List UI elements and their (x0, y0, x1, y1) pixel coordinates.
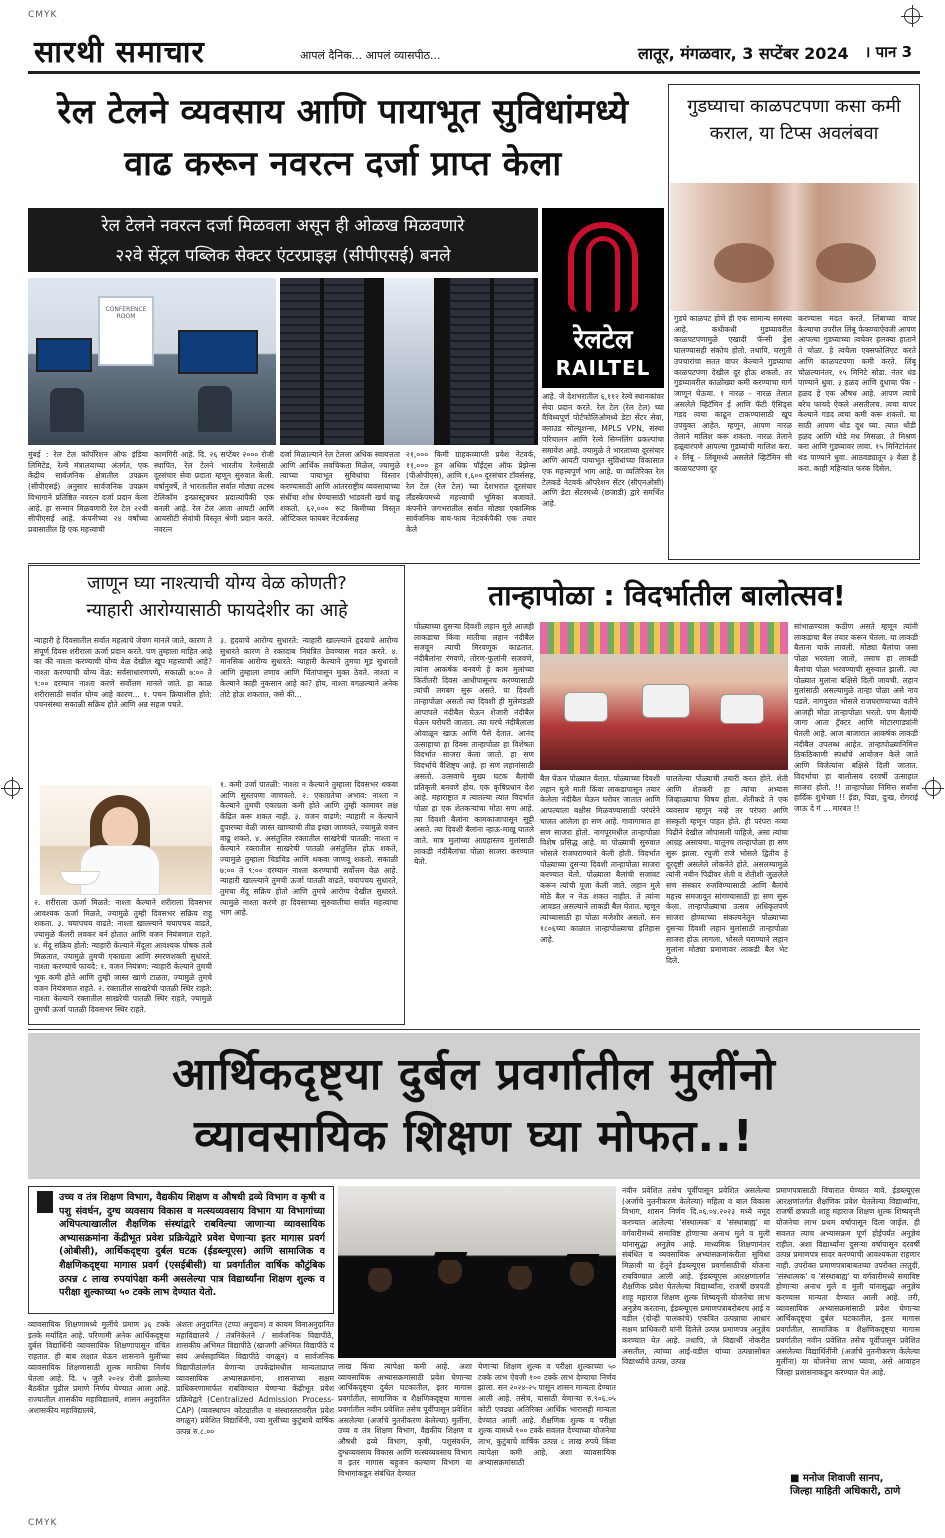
cmyk-mark-bottom: CMYK (28, 1518, 58, 1528)
railtel-subhead-line2: २२वे सेंट्रल पब्लिक सेक्टर एंटरप्राइझ (सीपीएसई) बनले (115, 246, 451, 266)
tanhapola-col-3: घालतेल्या पोळ्याची तयारी करत होते. शेती आणि शेतकरी हा त्यांचा अभ्यास जिव्हाळ्याचा विषय होता. शेतीकडे ते एक व्यवसाय म्हणून नव्हे तर परंपरा आणि संस्कृती म्हणून पाहत होते. ही परंपरा नव्या पिढीने देखील जोपासली पाहिजे, असा त्यांचा आग्रह असायचा. यातूनच तान्हापोळा हा सण सुरू झाला. रघुजी राजे भोसले द्वितीय हे दूरदृष्टी असलेले लोकनेते होते. असलम्यामुळे त्यांनी नवीन पिढीवर शेती व शेतीशी जुळलेले सण संस्कार रुजविण्यासाठी आणि बैलांचे महत्त्व समजावून सांगण्यासाठी हा सण सुरू केला. तान्हापोळ्याचा उत्सव अधिकृतपणे साजरा होण्याच्या संकल्पनेतून पोळ्याच्या दुसऱ्या दिवशी लहान मुलांसाठी तान्हापोळा साजरा होऊ लागला. भोसले घराण्याने लहान मुलांना मोठ्या प्रमाणावर लाकडी बैल भेट दिले. (666, 774, 788, 965)
education-byline (790, 1472, 920, 1498)
graduation-cap-3-icon (503, 1258, 538, 1266)
byline-title: जिल्हा माहिती अधिकारी, ठाणे (790, 1486, 901, 1497)
breakfast-col-1a: न्याहारी हे दिवसातील सर्वात महत्वाचे जेवण मानले जाते, कारण ते संपूर्ण दिवस शरीराला ऊर्जा प्रदान करते. पण तुम्हाला माहित आहे का की नाश्ता करण्याची योग्य वेळ देखील खूप महत्त्वाची आहे? नाश्ता करण्याची योग्य वेळ: सर्वसाधारणपणे, सकाळी ७:०० ते ९:०० दरम्यान नाश्ता करणे सर्वोत्तम मानले जाते. हा काळ शरीरासाठी सर्वात योग्य आहे कारण... १. पचन क्रियाशील होते: पचनसंस्था सकाळी सक्रिय होते आणि अन्न सहज पचते. (34, 636, 212, 710)
graduation-cap-1-icon (363, 1260, 398, 1268)
railtel-logo-inner-icon (586, 236, 620, 312)
toy-bull-2 (642, 684, 690, 718)
breakfast-headline (34, 570, 400, 624)
server-rack-right-2 (494, 278, 534, 445)
server-rack-left-2 (324, 278, 364, 445)
knee-col-2: करण्यास मदत करते. लिंबाच्या वापर केल्याचा उपरील लिंबू फेकण्याऐवजी आपण आपल्या गुडघ्याच्या त्वचेवर हलक्या हाताने ते चोळा. हे त्वचेला एक्सफोलिएट करते आणि काळपटपणा कमी करते. लिंबू चोळल्यानंतर, १५ मिनिटे सोडा. नंतर थंड पाण्याने धुवा. ३ हळद आणि दुधाचा पॅक - हळद हे एक औषध आहे. आपण त्याचे बरेच फायदे ऐकले असतीलच. त्वचा वापर केल्याने गडद त्वचा कमी करू शकतो. या साठी आपण थोड दूध घ्या. त्यात थोडी हळद आणि थोडे मध मिसळा. ते मिश्रण करा आणि गुडघ्यावर लावा. १५ मिनिटांनंतर थंड पाण्याने धुवा. आठवड्यातून ३ वेळा हे करा. काही महिन्यांत फरक दिसेल. (798, 314, 916, 473)
breakfast-col-2b: १. कमी उर्जा पातळी: नाश्ता न केल्याने तुम्हाला दिवसभर थकवा आणि सुस्तपणा जाणवतो. २. एकाग्रतेचा अभाव: नाश्ता न केल्याने तुमची एकाग्रता कमी होते आणि तुम्ही कामावर लक्ष केंद्रित करू शकत नाही. ३. वजन वाढणे: न्याहारी न केल्याने दुपारच्या वेळी जास्त खाण्याची तीव्र इच्छा जाणवते, ज्यामुळे वजन वाढू शकते. ४. असंतुलित रक्तातील साखरेची पातळी: नाश्ता न केल्याने रक्तातील साखरेची पातळी असंतुलित होऊ शकते, ज्यामुळे तुम्हाला चिडचिड आणि थकवा जाणवू शकतो. सकाळी ७:०० ते ९:०० दरम्यान नाश्ता करण्याची सर्वोत्तम वेळ आहे. न्याहारी खाल्ल्याने तुमची ऊर्जा पातळी वाढते, चयापचय सुधारते, तुमचा मेंदू सक्रिय होतो आणि तुमचे आरोग्य देखील सुधारते. त्यामुळे नाश्ता करणे हा दिवसाच्या सुरुवातीचा सर्वात महत्त्वाचा भाग आहे. (220, 780, 398, 918)
newspaper-title: सारथी समाचार (34, 35, 205, 70)
railtel-headline (28, 86, 658, 190)
breakfast-col-2a: ३. हृदयाचे आरोग्य सुधारते: न्याहारी खाल्ल्याने हृदयाचे आरोग्य सुधारते कारण ते रक्तदाब नियंत्रित ठेवण्यास मदत करते. ४. मानसिक आरोग्य सुधारते: न्याहारी केल्याने तुमचा मूड सुधारतो आणि तुम्हाला तणाव आणि चिंतांपासून मुक्त ठेवते. नाश्ता न केल्याने काही नुकसान आहे का? होय, नाश्ता वगळल्याने अनेक तोटे होऊ शकतात, जसे की... (220, 636, 398, 699)
education-intro-box (28, 1186, 334, 1314)
intro-marker-icon (37, 1191, 53, 1213)
railtel-col-3: दर्जा मिळाल्याने रेल टेलला अधिक स्वायत्तता आणि आर्थिक लवचिकता मिळेल, ज्यामुळे त्याच्या पायाभूत सुविधांचा विस्तार करण्यासाठी आणि आंतरराष्ट्रीय व्यवसायाच्या संधींचा शोध घेण्यासाठी भांडवली खर्च वाढू शकतो. ६२,००० रूट किमीच्या विस्तृत ऑप्टिकल फायबर नेटवर्कसह (280, 450, 400, 524)
toy-bull-3 (720, 694, 764, 724)
flower-garland-decoration (540, 622, 788, 654)
registration-mark-right-icon (925, 780, 941, 796)
knee-photo (670, 183, 918, 311)
server-aisle (384, 278, 434, 445)
registration-mark-top-icon (904, 8, 920, 24)
woman-face (102, 807, 138, 849)
conference-room-door (98, 296, 154, 366)
railtel-logo (542, 208, 664, 388)
cmyk-mark-top: CMYK (28, 10, 58, 20)
education-col-6: प्रमाणपत्रासाठी विचारात घेण्यात यावे. ईडब्ल्यूएस आरक्षणांतर्गत शैक्षणिक प्रवेश घेतलेल्या विद्यार्थ्यांना, राजर्षी छत्रपती शाहू महाराज शिक्षण शुल्क शिष्यवृत्ती योजनेचा लाभ प्रथम वर्षापासून दिला जाईल. ही सवलत त्याच अभ्यासक्रम पूर्ण होईपर्यंत अनुज्ञेय राहील. अशा विद्यार्थ्यांना दुसऱ्या वर्षापासून दरवर्षी उत्पन्न प्रमाणपत्र सादर करण्याची आवश्यकता राहणार नाही. उपरोक्त प्रमाणपत्राबाबतच्या उपरोक्त तरतुदी, 'संस्थात्मक' व 'संस्थाबाह्य' या वर्गवारीमध्ये समाविष्ट होणाऱ्या अनाथ मुले व मुली यांनासुद्धा अनुज्ञेय करण्यास मान्यता देण्यात आली आहे. तरी, व्यावसायिक अभ्यासक्रमांसाठी प्रवेश घेणाऱ्या आर्थिकदृष्ट्या दुर्बल घटकातील, इतर मागास प्रवर्गातील, सामाजिक व शैक्षणिकदृष्ट्या मागास प्रवर्गातील नवीन प्रवेशित तसेच पूर्वीपासून प्रवेशित असलेल्या विद्यार्थिनींनी (अर्जाचे नुतनीकरण केलेल्या मुलींना) या योजनेचा लाभ घ्यावा, असे आवाहन जिल्हा प्रशासनाकडून करण्यात येत आहे. (776, 1186, 920, 1377)
knee-headline: गुडघ्याचा काळपटपणा कसा कमी कराल, या टिप्स अवलंबवा (687, 96, 901, 144)
railtel-col-1: मुंबई : रेल टेल कॉर्पोरेशन ऑफ इंडिया लिमिटेड, रेल्वे मंत्रालयाच्या अंतर्गत, एक केंद्रीय सार्वजनिक क्षेत्रातील उपक्रम (सीपीएसई) अनुसार सार्वजनिक उपक्रम विभागाने प्रतिष्ठित नवरत्न दर्जा प्रदान केला आहे. हा सन्मान मिळवणारी रेल टेल २२वी सीपीएसई आहे. कंपनीच्या २४ वर्षांच्या प्रवासातील हि एक महत्त्वाची (28, 450, 148, 534)
graduate-4 (570, 1260, 594, 1286)
education-headline (28, 1044, 920, 1168)
railtel-logo-latin: RAILTEL (555, 356, 651, 380)
railtel-subhead-line1: रेल टेलने नवरत्न दर्जा मिळवला असून ही ओळख मिळवणारे (101, 216, 465, 236)
toy-bull-1 (564, 692, 608, 722)
graduation-cap-2-icon (433, 1252, 468, 1260)
data-center-photo (280, 278, 538, 445)
monitor-1 (36, 338, 92, 372)
education-col-5: नवीन प्रवेशित तसेच पूर्वीपासून प्रवेशित असलेल्या (अर्जाचे नुतनीकरण केलेल्या) महिला व बाल विकास विभाग, शासन निर्णय दि.०६.०४.२०२३ मध्ये नमूद करण्यात आलेल्या 'संस्थात्मक' व 'संस्थाबाह्य' या वर्गवारीमध्ये समाविष्ट होणाऱ्या अनाथ मुले व मुली यांनासुद्धा अनुज्ञेय आहे. माध्यमिक शिक्षणानंतर संबंधित व व्यवसायिक अभ्यासक्रमांकरीता सुविधा मिळावी या हेतूने ईडब्ल्यूएस प्रवर्गासाठीची योजना राबविण्यात आली आहे. ईडब्ल्यूएस आरक्षणांतर्गत शैक्षणिक प्रवेश घेतलेल्या विद्यार्थ्यांना, राजर्षी छत्रपती शाहू महाराज शिक्षण शुल्क शिष्यवृत्ती योजनेचा लाभ अनुज्ञेय करताना, ईडब्ल्यूएस प्रमाणपत्राबरोबरच आई व वडील (दोन्ही पालकांचे) एकत्रित उत्पन्नाचा आधार सक्षम प्राधिकारी यांनी दिलेले उत्पन्न प्रमाणपत्र अनुज्ञेय करण्यात येत आहे. तथापि, जे विद्यार्थी नोकरीत असतील, त्यांच्या आई-वडील यांच्या उत्पन्नासोबत विद्यार्थ्याचे उत्पन्न, उत्पन्न (622, 1186, 770, 1367)
breakfast-headline-line2: न्याहारी आरोग्यासाठी फायदेशीर का आहे (86, 600, 348, 621)
woman-eating-breakfast-photo (40, 785, 212, 895)
railtel-col-2: कामगिरी आहे. दि. २६ सप्टेंबर २००० रोजी स्थापित, रेल टेलने भारतीय रेल्वेसाठी दूरसंचार सेवा प्रदाता म्हणून सुरुवात केली. वर्षानुवर्षे, ते भारतातील सर्वात मोठ्या तटस्थ टेलिकॉम इन्फ्रास्ट्रक्चर प्रदात्यांपैकी एक बनली आहे. रेल टेल आता आयटी आणि आयसीटी सेवांची विस्तृत श्रेणी प्रदान करते. नवरत्न (154, 450, 274, 534)
knee-dark-patch-right (816, 243, 876, 283)
tanhapola-col-1: पोळ्याच्या दुसऱ्या दिवशी लहान मुले आजही लाकडाचा किंवा मातीचा लहान नंदीबैल सजवून त्याची मिरवणूक काढतात. नंदीबैलांना रंगवणे, तोरण-फुलांनी सजवणे, त्यांना आकर्षक बनवणे हे काम मुलांच्या कितीतरी दिवस आधीपासूनच करण्यासाठी त्यांची लगबग सुरू असते. या दिवशी तान्हापोळा असतो त्या दिवशी ही मुलेमंडळी आपापले नंदीबैल घेऊन शेजारी नंदीबैल घेऊन घरोघरी जातात. त्या घरचे नंदीबैलाला ओवाळून खाऊ आणि पैसे देतात. आनंद उत्साहाचा हा दिवस तान्हापोळा हा विशेषतः विदर्भात साजरा केला जातो. हा सण विदर्भाचे वैशिष्ट्य आहे. हा सण लहानांसाठी असतो. उत्सवाचे मुख्य घटक बैलांची प्रतिकृती बनवणे होय. एक कृषिप्रधान देश आहे. महाराष्ट्रात व त्यातल्या त्यात विदर्भात पोळा हा एक शेतकऱ्यांचा मोठा सण आहे. त्या दिवशी बैलांना कामकाजापासून सुट्टी असते. त्या दिवशी बैलांना न्हाऊ-माखू घातले जाते. मात्र मुलांच्या आग्रहास्तव मुलांसाठी लाकडी नंदीबैलांचा पोळा साजरा करण्यात येतो. (414, 622, 534, 867)
knee-col-1: गुडघे काळपट होणे ही एक सामान्य समस्या आहे. कधीकधी गुडघ्यावरील काळपटपणामुळे एखादी फॅन्सी ड्रेस घालण्यासही संकोच होतो. तथापि, घरगुती उपचारांचा सतत वापर केल्याने गुडघ्याचा काळपटपणा देखील दूर होऊ शकतो. तर गुडघ्यावरील काळोख्या कमी करण्याचा मार्ग जाणून घेऊया. १ नारळ - नारळ तेलात असलेले व्हिटॅमिन ई आणि फॅटी ऍसिड्स गडद त्वचा काढून टाकण्यासाठी खूप उपयुक्त आहेत. म्हणून, आपण नारळ तेलाने मालिश करू शकता. नारळ तेलाने हळूवारपणे आपल्या गुडघ्यांची मालिश करा. २ लिंबू - लिंबूमध्ये असलेले व्हिटॅमिन सी काळपटपणा दूर (674, 314, 792, 473)
railtel-logo-devanagari: रेलटेल (573, 325, 633, 355)
page-number: । पान 3 (864, 43, 912, 61)
graduation-cap-4-icon (565, 1254, 600, 1262)
server-rack-left-1 (280, 278, 320, 445)
newspaper-tagline: आपलं दैनिक... आपलं व्यासपीठ... (300, 49, 441, 62)
masthead (28, 28, 920, 74)
education-headline-line2: व्यावसायिक शिक्षण घ्या मोफत..! (194, 1111, 754, 1162)
education-intro-text: उच्च व तंत्र शिक्षण विभाग, वैद्यकीय शिक्षण व औषधी द्रव्ये विभाग व कृषी व पशु संवर्धन, दुग्ध व्यवसाय विकास व मत्स्यव्यवसाय विभाग या विभागांच्या अधिपत्याखालील शैक्षणिक संस्थांद्वारे राबविल्या जाणाऱ्या व्यावसायिक अभ्यासक्रमांना केंद्रीभूत प्रवेश प्रक्रियेद्वारे प्रवेश घेणाऱ्या इतर मागास प्रवर्ग (ओबीसी), आर्थिकदृष्ट्या दुर्बल घटक (ईडब्ल्यूएस) आणि सामाजिक व शैक्षणिकदृष्ट्या मागास प्रवर्ग (एसईबीसी) या प्रवर्गातील वार्षिक कौटुंबिक उत्पन्न ८ लाख रुपयांपेक्षा कमी असलेल्या पात्र विद्यार्थ्यांना शिक्षण शुल्क व परीक्षा शुल्काच्या ५० टक्के लाभ देण्यात येतो. (59, 1192, 325, 1299)
education-col-4: येणाऱ्या शिक्षण शुल्क व परीक्षा शुल्काच्या ५० टक्के लाभ ऐवजी १०० टक्के लाभ देण्याचा निर्णय झाला. सन २०२४-२५ पासून शासन मान्यता देण्यात आली आहे. तसेच, यासाठी येणाऱ्या रु.९०६.०५ कोटी एवढ्या अतिरिक्त आर्थिक भारासही मान्यता देण्यात आली आहे. शैक्षणिक शुल्क व परीक्षा शुल्क यामध्ये १०० टक्के सवलत देण्याच्या योजनेचा लाभ, कुटुंबाचे वार्षिक उत्पन्न ८ लाख रुपये किंवा त्यापेक्षा कमी आहे, अशा व्यावसायिक अभ्यासक्रमांसाठी (478, 1362, 616, 1468)
section-divider-1 (28, 563, 920, 564)
breakfast-col-1b: २. शरीराला ऊर्जा मिळते: नाश्ता केल्याने शरीराला दिवसभर आवश्यक ऊर्जा मिळते, ज्यामुळे तुम्ही दिवसभर सक्रिय राहू शकता. ३. चयापचय वाढते: नाश्ता खाल्ल्याने चयापचय वाढते, ज्यामुळे कॅलरी लवकर बर्न होतात आणि वजन नियंत्रणात राहते. ४. मेंदू सक्रिय होतो: न्याहारी केल्याने मेंदूला आवश्यक पोषक तत्वे मिळतात, ज्यामुळे तुमची एकाग्रता आणि स्मरणशक्ती सुधारते. नाश्ता करण्याचे फायदे: १. वजन नियंत्रण: न्याहारी केल्याने तुमची भूक कमी होते आणि तुम्ही जास्त खाणे टाळता, ज्यामुळे तुमचे वजन नियंत्रणात राहते. २. रक्तातील साखरेची पातळी स्थिर राहते: नाश्ता केल्याने रक्तातील साखरेची पातळी स्थिर राहते, ज्यामुळे तुमची ऊर्जा पातळी दिवसभर स्थिर राहते. (34, 898, 212, 1015)
railtel-col-5: आहे. जे देशभरातील ६,११२ रेल्वे स्थानकांवर सेवा प्रदान करते. रेल टेल (रेल टेल) च्या वैविध्यपूर्ण पोर्टफोलिओमध्ये डेटा सेंटर सेवा, क्लाउड सोल्यूशन्स, MPLS VPN, संस्था परिचालन आणि रेल्वे सिग्नलिंग प्रकल्पांचा समावेश आहे. ज्यामुळे ते भारताच्या दूरसंचार आणि आयटी पायाभूत सुविधांच्या विकासात एक महत्त्वपूर्ण भाग आहे. या व्यतिरिक्त रेल टेलकडे नेटवर्क ऑपरेशन सेंटर (सीएनओसी) आणि डेटा सेंटरमध्ये (छजाडी) द्वारे समर्थित आहे. (542, 392, 664, 509)
graduate-1 (368, 1266, 392, 1292)
knee-dark-patch-left (714, 243, 774, 283)
section-divider-2 (28, 1029, 920, 1030)
graduate-3 (508, 1264, 532, 1290)
byline-name: ■ मनोज शिवाजी सानप, (790, 1473, 884, 1484)
education-col-3: लाख किंवा त्यापेक्षा कमी आहे. अशा व्यावसायिक अभ्यासक्रमांसाठी प्रवेश घेणाऱ्या आर्थिकदृष्ट्या दुर्बल घटकातील, इतर मागास प्रवर्गातील, सामाजिक व शैक्षणिकदृष्ट्या मागास प्रवर्गातील नवीन प्रवेशित तसेच पूर्वीपासून प्रवेशित असलेल्या (अर्जाचे नुतनीकरण केलेल्या) मुलींना, उच्च व तंत्र शिक्षण विभाग, वैद्यकीय शिक्षण व औषधी द्रव्ये विभाग, कृषी, पशुसंवर्धन, दुग्धव्यवसाय विकास आणि मत्स्यव्यवसाय विभाग व इतर मागास बहुजन कल्याण विभाग या विभागांकडून संबंधित देण्यात (338, 1362, 472, 1479)
operator-1 (50, 388, 84, 432)
tanhapola-col-2: बैल घेऊन पोळ्यात येतात. पोळ्याच्या दिवशी लहान मुले माती किंवा लाकडापासून तयार केलेला नंदीबैल घेऊन घरोघर जातात आणि आपल्याला बक्षीस मिळवण्यासाठी परंपरेने चालत आलेला हा सण आहे. गावागावात हा सण साजरा होतो. नागपूरमधील तान्हापोळा विशेष प्रसिद्ध आहे. या पोळ्याची सुरुवात भोसले राजघराण्याने केली होती. विदर्भात पोळ्याच्या दुसऱ्या दिवशी तान्हापोळा साजरा करण्यात येतो. पोळ्याला बैलांची सजावट करून त्यांची पूजा केली जाते. लहान मुले मोठे बैल न नेऊ शकत नाहीत. ते त्यांना आवडत असल्याने लाकडी बैल घेतात. म्हणून त्यांच्यासाठी हा पोळा मजेशीर असतो. सन १८०६च्या काळात तान्हापोळ्याचा इतिहास आहे. (540, 774, 660, 944)
tanhapola-bulls-photo (540, 622, 788, 770)
office-photo (28, 278, 276, 445)
conference-room-label: CONFERENCE ROOM (105, 306, 147, 320)
breakfast-headline-line1: जाणून घ्या नाश्त्याची योग्य वेळ कोणती? (87, 573, 347, 594)
railtel-col-4: २१,००० किमी ग्राहकव्याप्ती प्रवेश नेटवर्क, ११,००० हून अधिक पॉईंट्स ऑफ प्रेझेन्स (पीओपीएस), आणि १,६०० दूरसंचार टॉवर्ससह, रेल टेल (रेल टेल) च्या देशभरात दूरसंचार लँडस्केपमध्ये महत्त्वाची भूमिका बजावते. कंपनीने जगभरातील सर्वात मोठ्या एकात्मिक सार्वजनिक वाय-फाय नेटवर्कपैकी एक तयार केले (406, 450, 536, 534)
dateline: लातूर, मंगळवार, 3 सप्टेंबर 2024 (638, 44, 849, 63)
registration-mark-left-icon (4, 780, 20, 796)
monitor-2 (178, 330, 258, 374)
railtel-headline-line2: वाढ करून नवरत्न दर्जा प्राप्त केला (124, 144, 562, 184)
server-rack-right-1 (450, 278, 490, 445)
railtel-subhead (28, 208, 538, 272)
railtel-headline-line1: रेल टेलने व्यवसाय आणि पायाभूत सुविधांमध्ये (57, 92, 629, 132)
graduate-2 (438, 1258, 462, 1284)
tanhapola-headline: तान्हापोळा : विदर्भातील बालोत्सव! (488, 579, 846, 612)
education-col-1: व्यावसायिक शिक्षणामध्ये मुलींचे प्रमाण ३६ टक्के इतके मर्यादित आहे. परिणामी अनेक आर्थिकदृष्ट्या दुर्बल विद्यार्थिनी व्यावसायिक शिक्षणापासून वंचित राहतात. ही बाब लक्षात घेऊन शासनाने मुलींच्या व्यावसायिक शिक्षणासाठी शुल्क माफीचा निर्णय घेतला आहे. दि. ५ जुलै २०२४ रोजी झालेल्या बैठकीत पुढील प्रमाणे निर्णय घेण्यात आला आहे. राज्यातील शासकीय महाविद्यालये, शासन अनुदानित अशासकीय महाविद्यालये, (28, 1320, 170, 1415)
operator-2 (198, 386, 232, 432)
woman-shirt (80, 845, 160, 895)
education-col-2: अंशतः अनुदानित (टप्पा अनुदान) व कायम विनाअनुदानित महाविद्यालये / तंत्रनिकेतने / सार्वजनिक विद्यापीठे, शासकीय अभिमत विद्यापीठे (खाजगी अभिमत विद्यापीठे व स्वयं अर्थसहाय्यित विद्यापीठे वगळून) व सार्वजनिक विद्यापीठांतर्गत येणाऱ्या उपकेंद्रांमधील मान्यताप्राप्त व्यावसायिक अभ्यासक्रमांना, शासनाच्या सक्षम प्राधिकरणामार्फत राबविण्यात येणाऱ्या केंद्रीभूत प्रवेश प्रक्रियेद्वारे (Centralized Admission Process-CAP) (व्यवस्थापन कोट्यातील व संस्थास्तरावरील प्रवेश वगळून) प्रवेशित विद्यार्थिनी, ज्या मुलींच्या कुटुंबाचे वार्षिक उत्पन्न रु.८.०० (176, 1320, 334, 1437)
tanhapola-col-4: सांभाळण्यास कठीण असते म्हणून त्यांनी लाकडाचा बैल तयार करून घेतला. या लाकडी बैलाना चाके लावली. मोठ्या बैलांचा जसा पोळा भरवला जातो, तसाच हा लाकडी बैलांचा पोळा भरवण्याची सुरुवात झाली. त्या पोळ्यात मुलांना बक्षिसे दिली जायची. लहान मुलांसाठी असल्यामुळे तान्हा पोळा असे नाव पडले. नागपुरात भोसले राजघराण्याच्या वतीने आजही मोठा तान्हापोळा भरतो. पण बैलांची जागा आता ट्रॅक्टर आणि मोटारगाड्यांनी घेतली आहे. आज बाजारात आकर्षक लाकडी नंदीबैल उपलब्ध आहेत. तान्हापोळ्यानिमित्त ठिकठिकाणी स्पर्धांचे आयोजन केले जाते आणि विजेत्यांना बक्षिसे दिली जातात. विदर्भाचा हा बालोत्सव दरवर्षी उत्साहात साजरा होतो. !! तान्हापोळा निमित्त सर्वांना हार्दिक शुभेच्छा !! ईडा, पिडा, दुःख, रोगराई जाऊ दे गं ... मारबत !! (794, 622, 918, 813)
graduates-photo (338, 1186, 616, 1358)
education-headline-line1: आर्थिकदृष्ट्या दुर्बल प्रवर्गातील मुलींनो (172, 1049, 776, 1100)
